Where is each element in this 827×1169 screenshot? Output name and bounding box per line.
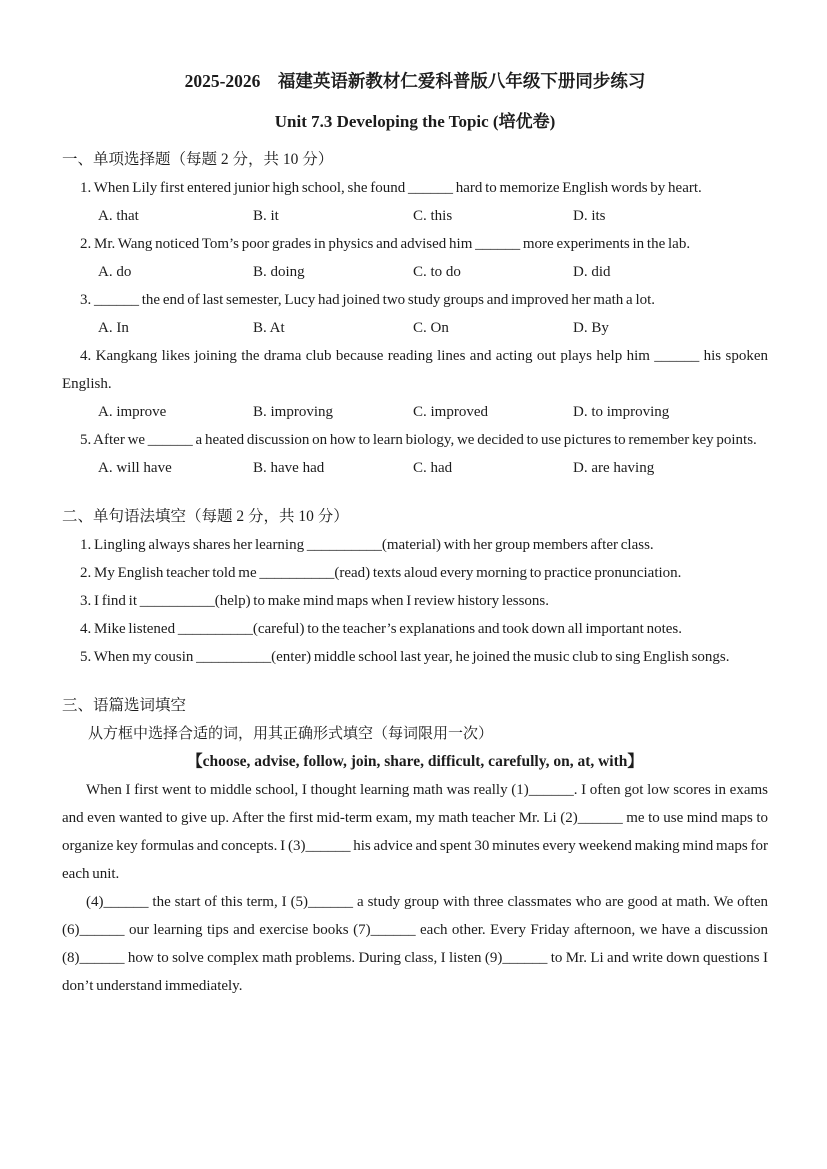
question-text: 4. Kangkang likes joining the drama club because reading lines and acting out plays help him ______ his spoken English.: [62, 348, 768, 392]
question-text: 5. After we ______ a heated discussion on how to learn biology, we decided to use pictures to remember key points.: [80, 432, 757, 448]
option-d: D. By: [573, 320, 609, 336]
option-a: A. improve: [98, 404, 167, 420]
document-title: 2025-2026 福建英语新教材仁爱科普版八年级下册同步练习: [184, 71, 646, 91]
option-d: D. its: [573, 208, 606, 224]
option-d: D. to improving: [573, 404, 670, 420]
section1-header: 一、单项选择题（每题 2 分，共 10 分）: [62, 151, 334, 168]
options-row: [62, 202, 768, 230]
option-b: B. it: [253, 208, 279, 224]
section2-header: 二、单句语法填空（每题 2 分，共 10 分）: [62, 508, 349, 525]
question-text: 2. Mr. Wang noticed Tom’s poor grades in physics and advised him ______ more experiments in the lab.: [80, 236, 691, 252]
options-row: [62, 314, 768, 342]
option-a: A. In: [98, 320, 129, 336]
option-c: C. to do: [413, 264, 461, 280]
option-b: B. have had: [253, 460, 325, 476]
gap-fill-question-2: 2. My English teacher told me __________(read) texts aloud every morning to practice pronunciation.: [80, 565, 682, 581]
option-a: A. do: [98, 264, 132, 280]
options-row: [62, 398, 768, 426]
question-text: 3. ______ the end of last semester, Lucy had joined two study groups and improved her math a lot.: [80, 292, 656, 308]
option-c: C. this: [413, 208, 453, 224]
unit-title: Unit 7.3 Developing the Topic (培优卷): [274, 112, 556, 131]
option-b: B. At: [253, 320, 285, 336]
gap-fill-question-3: 3. I find it __________(help) to make mind maps when I review history lessons.: [80, 593, 550, 609]
options-row: [62, 258, 768, 286]
passage-paragraph-1: When I first went to middle school, I thought learning math was really (1)______. I often got low scores in exams and even wanted to give up. After the first mid-term exam, my math teacher Mr. Li (2)______ me to use mind maps to organize key formulas and concepts. I (3)______ his advice and spent 30 minutes every weekend making mind maps for each unit.: [62, 782, 768, 882]
option-b: B. improving: [253, 404, 334, 420]
option-b: B. doing: [253, 264, 305, 280]
section3-instruction: 从方框中选择合适的词，用其正确形式填空（每词限用一次）: [88, 726, 494, 742]
gap-fill-question-1: 1. Lingling always shares her learning __________(material) with her group members after class.: [80, 537, 654, 553]
section3-header: 三、语篇选词填空: [62, 697, 187, 714]
mc-question-3: [62, 286, 768, 342]
option-c: C. had: [413, 460, 453, 476]
option-a: A. that: [98, 208, 139, 224]
option-a: A. will have: [98, 460, 172, 476]
options-row: [62, 454, 768, 482]
option-c: C. On: [413, 320, 449, 336]
mc-question-2: [62, 230, 768, 286]
option-d: D. are having: [573, 460, 655, 476]
mc-question-1: [62, 174, 768, 230]
question-text: 1. When Lily first entered junior high school, she found ______ hard to memorize English words by heart.: [80, 180, 702, 196]
mc-question-5: [62, 426, 768, 482]
word-bank: 【choose, advise, follow, join, share, difficult, carefully, on, at, with】: [187, 753, 643, 770]
mc-question-4: [62, 342, 768, 426]
gap-fill-question-4: 4. Mike listened __________(careful) to the teacher’s explanations and took down all important notes.: [80, 621, 682, 637]
option-c: C. improved: [413, 404, 488, 420]
option-d: D. did: [573, 264, 611, 280]
gap-fill-question-5: 5. When my cousin __________(enter) middle school last year, he joined the music club to sing English songs.: [80, 649, 730, 665]
passage-paragraph-2: (4)______ the start of this term, I (5)______ a study group with three classmates who are good at math. We often (6)______ our learning tips and exercise books (7)______ each other. Every Friday afternoon, we have a discussion (8)______ how to solve complex math problems. During class, I listen (9)______ to Mr. Li and write down questions I don’t understand immediately.: [62, 894, 768, 994]
